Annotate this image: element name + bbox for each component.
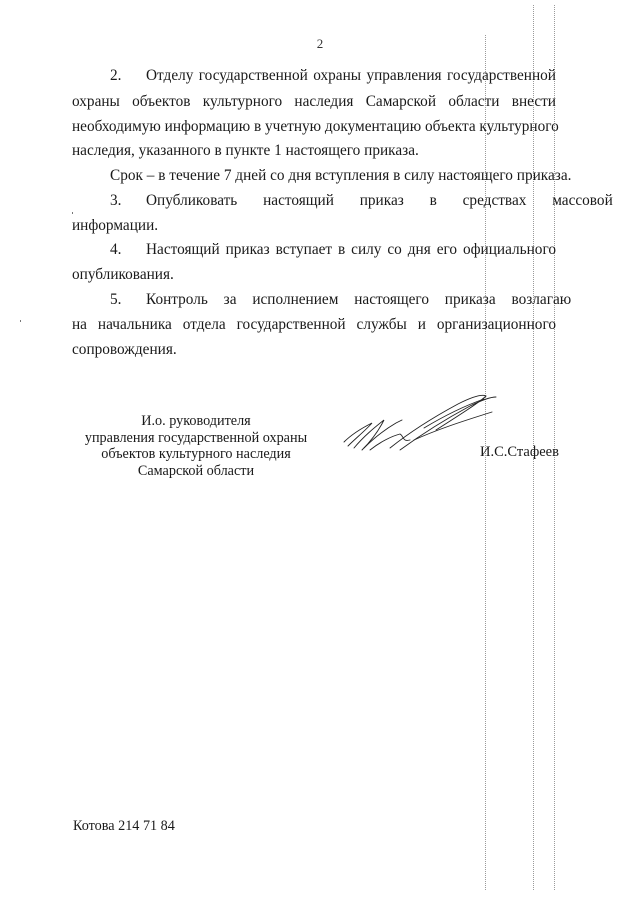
deadline-text: Срок – в течение 7 дней со дня вступления в силу настоящего приказа. [110, 167, 572, 184]
position-line: управления государственной охраны [84, 429, 308, 446]
paragraph-2-line-1 [72, 67, 556, 85]
paragraph-5-line-2: на начальника отдела государственной службы и организационного [72, 316, 556, 333]
paragraph-number: 5. [110, 291, 122, 308]
position-line: Самарской области [137, 462, 255, 479]
paragraph-4-line-1 [72, 241, 556, 259]
signatory-position [72, 413, 320, 479]
executor-contact: Котова 214 71 84 [73, 818, 175, 834]
paragraph-text: Опубликовать настоящий приказ в средствах массовой [146, 192, 613, 209]
handwritten-signature [340, 390, 500, 460]
paragraph-2-line-2: охраны объектов культурного наследия Самарской области внести [72, 93, 556, 110]
paragraph-number: 3. [110, 192, 122, 209]
paragraph-text: Настоящий приказ вступает в силу со дня его официального [146, 241, 556, 258]
paragraph-number: 2. [110, 67, 122, 84]
paragraph-3-line-1 [72, 192, 613, 210]
paragraph-2-line-3: необходимую информацию в учетную документацию объекта культурного [72, 118, 559, 135]
paragraph-text: Контроль за исполнением настоящего приказа возлагаю [146, 291, 572, 308]
page-number: 2 [316, 36, 324, 51]
paragraph-5-line-3: сопровождения. [72, 341, 177, 358]
paragraph-3-line-2: информации. [72, 217, 159, 234]
scan-speck [20, 320, 21, 322]
paragraph-number: 4. [110, 241, 122, 258]
position-line: И.о. руководителя [141, 413, 251, 429]
paragraph-text: Отделу государственной охраны управления государственной [146, 67, 556, 84]
signatory-name: И.С.Стафеев [480, 444, 559, 460]
paragraph-5-line-1 [72, 291, 572, 309]
scan-guide-line [485, 35, 486, 890]
paragraph-4-line-2: опубликования. [72, 266, 174, 283]
position-line: объектов культурного наследия [101, 446, 291, 462]
scan-speck [72, 212, 73, 214]
paragraph-2-line-4: наследия, указанного в пункте 1 настоящего приказа. [72, 142, 419, 159]
